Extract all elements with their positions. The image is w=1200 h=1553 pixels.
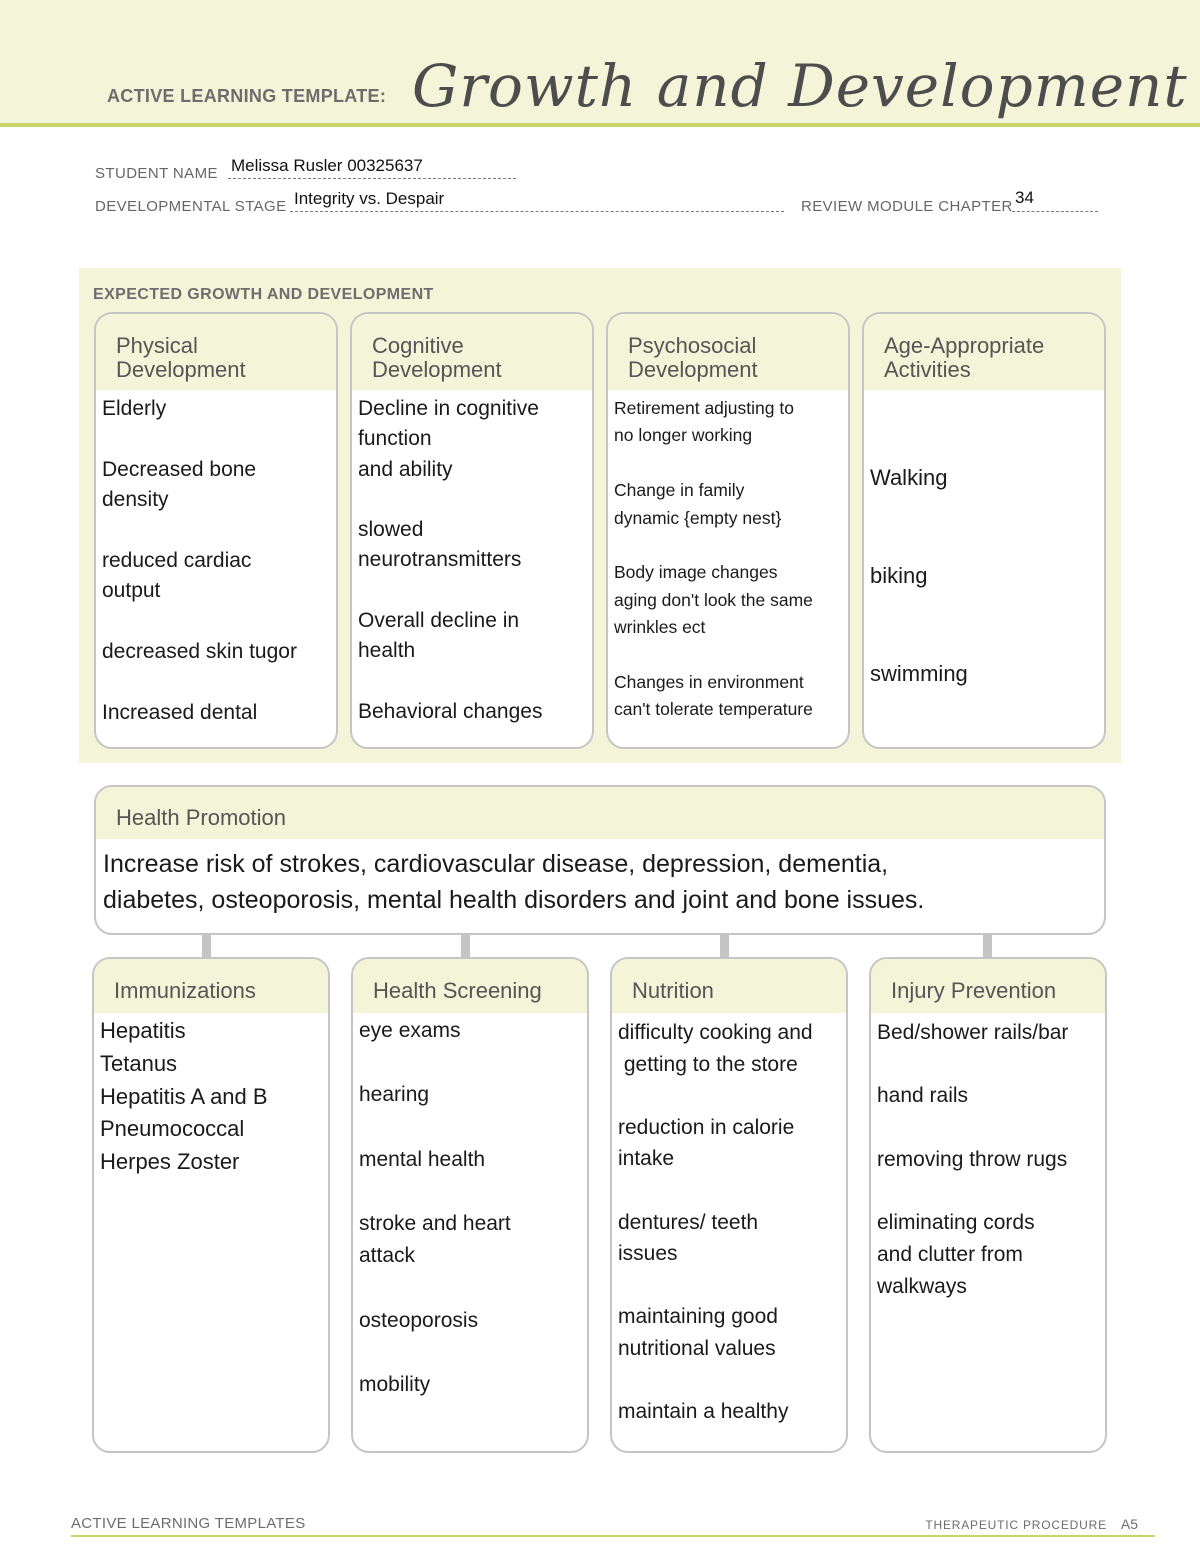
body-line: aging don't look the same	[614, 589, 813, 610]
body-line: swimming	[870, 661, 968, 687]
body-line: Tetanus	[100, 1050, 178, 1076]
body-line: eliminating cords	[877, 1211, 1035, 1235]
body-line: Increase risk of strokes, cardiovascular disease, depression, dementia,	[103, 850, 889, 878]
body-line	[877, 1049, 1101, 1081]
body-line: health	[358, 639, 416, 663]
body-line	[614, 450, 844, 477]
card-header	[96, 314, 336, 390]
card-title: Health Screening	[373, 978, 542, 1003]
footer-section-label: THERAPEUTIC PROCEDURE	[925, 1518, 1107, 1532]
health-promotion-title: Health Promotion	[116, 805, 286, 830]
body-line: Body image changes	[614, 562, 778, 583]
body-line: Overall decline in	[358, 609, 520, 633]
body-line: Bed/shower rails/bar	[877, 1021, 1069, 1044]
card-title-line: Development	[116, 357, 246, 382]
card-title: Injury Prevention	[891, 978, 1057, 1003]
body-line	[358, 667, 588, 697]
body-line: Pneumococcal	[100, 1116, 245, 1142]
body-line	[618, 1365, 842, 1397]
card-header	[96, 787, 1104, 839]
body-line	[359, 1273, 583, 1305]
body-line: maintaining good	[618, 1305, 778, 1329]
body-line: decreased skin tugor	[102, 640, 297, 664]
card-header	[352, 314, 592, 390]
body-line: attack	[359, 1244, 416, 1268]
page-title: Growth and Development	[412, 52, 1188, 120]
body-line: mobility	[359, 1373, 431, 1397]
body-line: difficulty cooking and	[618, 1021, 813, 1044]
body-line: Change in family	[614, 480, 745, 501]
immunizations-card	[92, 957, 330, 1453]
physical-development-card	[94, 312, 338, 749]
body-line: walkways	[877, 1274, 967, 1298]
body-line: density	[102, 488, 169, 512]
card-title-line: Development	[628, 357, 758, 382]
body-line: Changes in environment	[614, 672, 804, 693]
cognitive-development-card	[350, 312, 594, 749]
body-line: Decreased bone	[102, 457, 257, 481]
body-line	[877, 1176, 1101, 1208]
card-header	[353, 959, 587, 1013]
card-body[interactable]	[352, 390, 592, 727]
body-line: hand rails	[877, 1084, 969, 1108]
body-line	[359, 1047, 583, 1079]
body-line	[359, 1176, 583, 1208]
body-line: mental health	[359, 1147, 486, 1171]
body-line	[359, 1112, 583, 1144]
nutrition-card	[610, 957, 848, 1453]
student-name-line	[228, 178, 516, 179]
body-line: function	[358, 427, 432, 451]
age-appropriate-activities-card	[862, 312, 1106, 749]
header-divider	[0, 123, 1200, 127]
card-title-line: Development	[372, 357, 502, 382]
body-line	[359, 1337, 583, 1369]
body-line: stroke and heart	[359, 1212, 511, 1236]
body-line	[102, 516, 332, 546]
body-line	[618, 1270, 842, 1302]
body-line	[358, 485, 588, 515]
body-line: Increased dental	[102, 701, 258, 725]
body-line	[358, 576, 588, 606]
card-body[interactable]	[871, 1013, 1105, 1302]
card-body[interactable]	[353, 1013, 587, 1401]
card-title-line: Physical	[116, 333, 198, 358]
body-line: intake	[618, 1147, 675, 1171]
body-line	[614, 532, 844, 559]
body-line: issues	[618, 1242, 678, 1266]
card-title: Nutrition	[632, 978, 714, 1003]
body-line: removing throw rugs	[877, 1147, 1068, 1171]
section-title: EXPECTED GROWTH AND DEVELOPMENT	[93, 286, 434, 303]
card-body[interactable]	[96, 839, 1104, 918]
body-line: Behavioral changes	[358, 699, 543, 723]
chapter-field[interactable]: 34	[1015, 188, 1034, 207]
card-header	[608, 314, 848, 390]
body-line	[102, 668, 332, 698]
card-body[interactable]	[612, 1013, 846, 1428]
body-line: eye exams	[359, 1019, 461, 1042]
stage-line	[290, 211, 784, 212]
footer-divider	[71, 1535, 1155, 1537]
stage-label: DEVELOPMENTAL STAGE	[95, 198, 287, 215]
body-line: wrinkles ect	[614, 617, 706, 638]
card-header	[94, 959, 328, 1013]
card-title-line: Psychosocial	[628, 333, 757, 358]
body-line: reduction in calorie	[618, 1115, 795, 1139]
body-line: dentures/ teeth	[618, 1210, 759, 1234]
connector	[202, 935, 211, 957]
body-line: osteoporosis	[359, 1308, 479, 1332]
body-line	[102, 424, 332, 454]
card-body[interactable]	[608, 390, 848, 724]
body-line: nutritional values	[618, 1336, 776, 1360]
body-line: output	[102, 579, 161, 603]
page-number: A5	[1120, 1516, 1138, 1532]
body-line	[614, 642, 844, 669]
student-name-field[interactable]: Melissa Rusler 00325637	[231, 156, 423, 175]
stage-field[interactable]: Integrity vs. Despair	[294, 189, 445, 208]
card-body[interactable]	[94, 1013, 328, 1179]
body-line: Herpes Zoster	[100, 1149, 240, 1175]
connector	[983, 935, 992, 957]
connector	[720, 935, 729, 957]
body-line: and clutter from	[877, 1242, 1023, 1266]
body-line: Retirement adjusting to	[614, 398, 794, 418]
card-title-line: Cognitive	[372, 333, 464, 358]
body-line: Hepatitis	[100, 1018, 186, 1043]
card-header	[612, 959, 846, 1013]
card-title-line: Age-Appropriate	[884, 333, 1045, 358]
body-line	[102, 607, 332, 637]
body-line: maintain a healthy	[618, 1400, 789, 1424]
card-header	[864, 314, 1104, 390]
connector	[461, 935, 470, 957]
injury-prevention-card	[869, 957, 1107, 1453]
body-line: Walking	[870, 464, 948, 490]
card-header	[871, 959, 1105, 1013]
body-line: Elderly	[102, 397, 167, 420]
body-line: neurotransmitters	[358, 548, 522, 572]
body-line: getting to the store	[618, 1052, 798, 1076]
card-body[interactable]	[96, 390, 336, 728]
body-line: and ability	[358, 457, 453, 481]
body-line: biking	[870, 562, 928, 588]
health-screening-card	[351, 957, 589, 1453]
psychosocial-development-card	[606, 312, 850, 749]
body-line: no longer working	[614, 425, 753, 446]
body-line: reduced cardiac	[102, 549, 252, 573]
chapter-label: REVIEW MODULE CHAPTER	[801, 198, 1013, 215]
body-line	[877, 1112, 1101, 1144]
template-label: ACTIVE LEARNING TEMPLATE:	[107, 86, 387, 106]
body-line: slowed	[358, 518, 424, 542]
body-line: diabetes, osteoporosis, mental health disorders and joint and bone issues.	[103, 886, 925, 914]
body-line: hearing	[359, 1083, 430, 1107]
body-line: can't tolerate temperature	[614, 699, 813, 720]
body-line	[618, 1175, 842, 1207]
body-line	[618, 1080, 842, 1112]
health-promotion-card	[94, 785, 1106, 935]
chapter-line	[1012, 211, 1098, 212]
card-title: Immunizations	[114, 978, 256, 1003]
card-body[interactable]	[864, 390, 1104, 749]
card-title-line: Activities	[884, 357, 971, 382]
student-name-label: STUDENT NAME	[95, 165, 218, 182]
body-line: Decline in cognitive	[358, 397, 539, 420]
footer-section	[925, 1516, 1138, 1532]
footer-title: ACTIVE LEARNING TEMPLATES	[71, 1515, 306, 1532]
body-line: Hepatitis A and B	[100, 1083, 268, 1109]
body-line: dynamic {empty nest}	[614, 507, 782, 528]
